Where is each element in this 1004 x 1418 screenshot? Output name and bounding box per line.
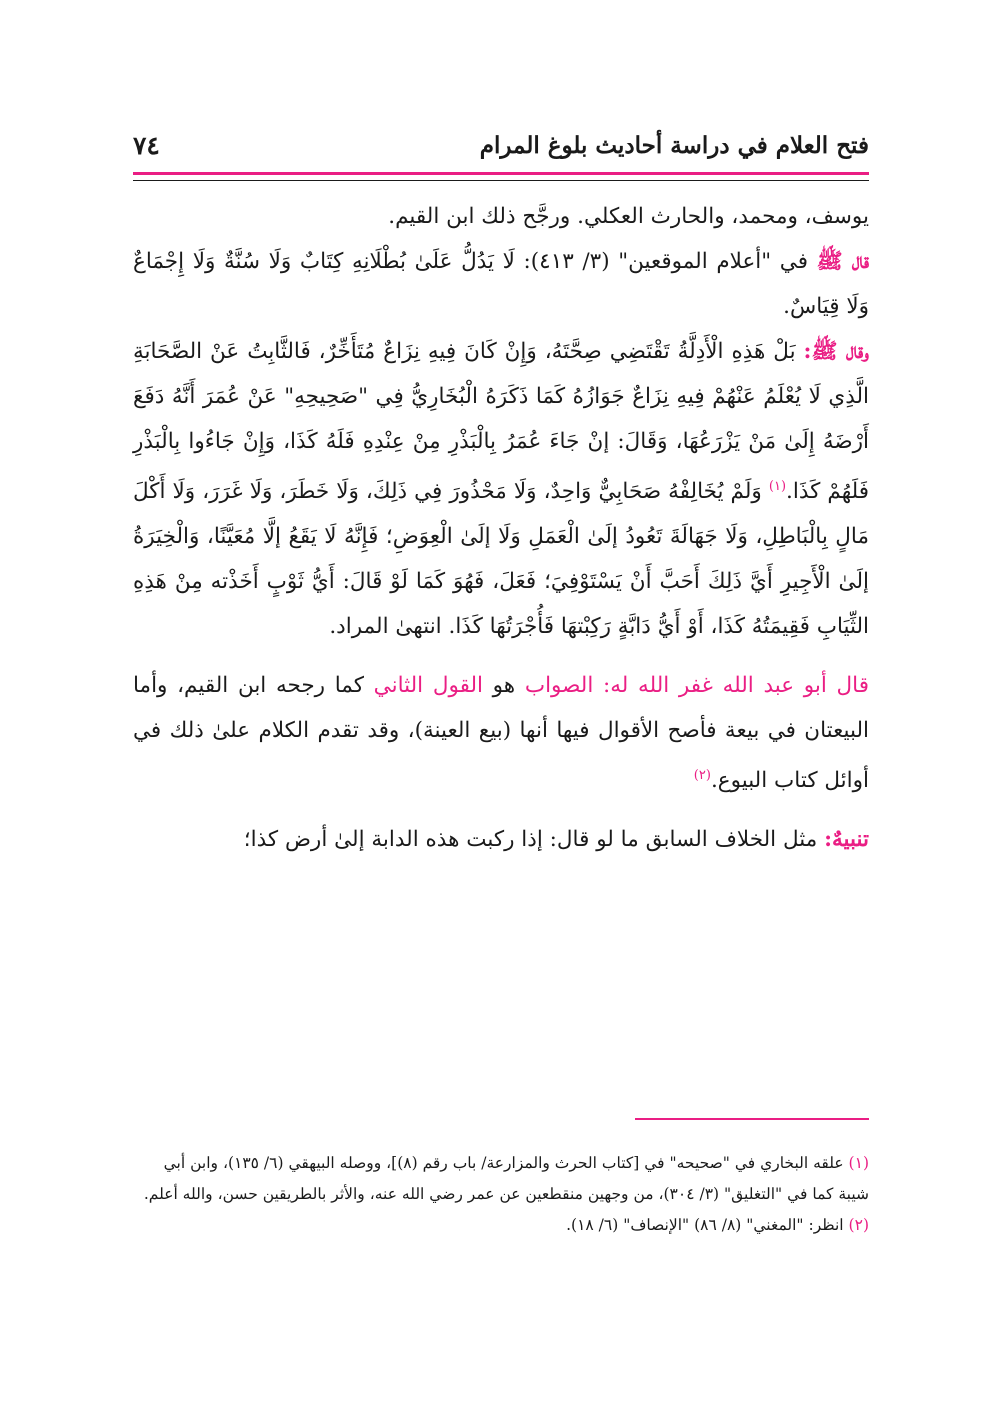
main-text — [133, 194, 869, 862]
paragraph-4 — [133, 663, 869, 803]
correct-view-label: الصواب — [524, 673, 594, 699]
paragraph-2 — [133, 239, 869, 329]
paragraph-3-text-b: وَلَمْ يُخَالِفْهُ صَحَابِيٌّ وَاحِدٌ، وَلَا مَحْذُورَ فِي ذَلِكَ، وَلَا خَطَرَ، وَلَا غَرَرَ، وَلَا أَكْلَ مَالٍ بِالْبَاطِلِ، وَلَا جَهَالَةَ تَعُودُ إلَىٰ الْعَمَلِ وَلَا إلَىٰ الْعِوَضِ؛ فَإِنَّهُ لَا يَقَعُ إلَّا مُعَيَّنًا، وَالْخِيَرَةُ إلَىٰ الْأَجِيرِ أَيَّ ذَلِكَ أَحَبَّ أَنْ يَسْتَوْفِيَ؛ فَعَلَ، فَهُوَ كَمَا لَوْ قَالَ: أَيُّ ثَوْبٍ أَخَذْته مِنْ هَذِهِ الثِّيَابِ فَقِيمَتُهُ كَذَا، أَوْ أَيُّ دَابَّةٍ رَكِبْتهَا فَأُجْرَتُهَا كَذَا. انتهىٰ المراد. — [133, 479, 869, 640]
paragraph-5 — [133, 817, 869, 862]
paragraph-2-text: في "أعلام الموقعين" (٣/ ٤١٣): لَا يَدُلُّ عَلَىٰ بُطْلَانِهِ كِتَابٌ وَلَا سُنَّةٌ وَلَا إِجْمَاعٌ وَلَا قِيَاسٌ. — [133, 249, 869, 319]
footnotes — [133, 1148, 869, 1241]
footnote-1-text: علقه البخاري في "صحيحه" في [كتاب الحرث والمزارعة/ باب رقم (٨)]، ووصله البيهقي (٦/ ١٣٥)، وابن أبي شيبة كما في "التغليق" (٣/ ٣٠٤)، من وجهين منقطعين عن عمر رضي الله عنه، والأثر بالطريقين حسن، والله أعلم. — [143, 1154, 869, 1203]
footnote-1-number: (١) — [848, 1154, 869, 1172]
notice-label: تنبيهٌ: — [824, 827, 869, 853]
paragraph-2-lead: قال ﷺ — [816, 249, 869, 274]
second-opinion-label: القول الثاني — [373, 673, 483, 699]
footnote-2 — [133, 1210, 869, 1241]
paragraph-5-text: مثل الخلاف السابق ما لو قال: إذا ركبت هذه الدابة إلىٰ أرض كذا؛ — [243, 827, 818, 853]
author-note-lead: قال أبو عبد الله غفر الله له: — [603, 673, 869, 699]
footnote-ref-2[interactable]: (٢) — [693, 768, 711, 784]
footnote-ref-1[interactable]: (١) — [768, 479, 787, 494]
paragraph-4-mid: هو — [492, 673, 516, 699]
header-rule-thick — [133, 172, 869, 175]
footnote-2-number: (٢) — [848, 1216, 869, 1234]
footnote-1 — [133, 1148, 869, 1210]
footnote-divider — [635, 1118, 869, 1120]
paragraph-4-text: كما رجحه ابن القيم، وأما البيعتان في بيعة فأصح الأقوال فيها أنها (بيع العينة)، وقد تقدم الكلام علىٰ ذلك في أوائل كتاب البيوع. — [133, 673, 869, 794]
running-header — [133, 128, 869, 168]
page-number: ٧٤ — [133, 131, 160, 160]
header-rule-thin — [133, 180, 869, 181]
book-title: فتح العلام في دراسة أحاديث بلوغ المرام — [479, 132, 869, 159]
paragraph-3 — [133, 329, 869, 649]
footnote-2-text: انظر: "المغني" (٨/ ٨٦) "الإنصاف" (٦/ ١٨). — [566, 1216, 844, 1234]
paragraph-1: يوسف، ومحمد، والحارث العكلي. ورجَّح ذلك ابن القيم. — [388, 204, 869, 229]
paragraph-3-text-a: بَلْ هَذِهِ الْأَدِلَّةُ تَقْتَضِي صِحَّتَهُ، وَإِنْ كَانَ فِيهِ نِزَاعٌ مُتَأَخِّرٌ، فَالثَّابِتُ عَنْ الصَّحَابَةِ الَّذِي لَا يُعْلَمُ عَنْهُمْ فِيهِ نِزَاعٌ جَوَازُهُ كَمَا ذَكَرَهُ الْبُخَارِيُّ فِي "صَحِيحِهِ" عَنْ عُمَرَ أَنَّهُ دَفَعَ أَرْضَهُ إِلَىٰ مَنْ يَزْرَعُهَا، وَقَالَ: إنْ جَاءَ عُمَرُ بِالْبَذْرِ مِنْ عِنْدِهِ فَلَهُ كَذَا، وَإِنْ جَاءُوا بِالْبَذْرِ فَلَهُمْ كَذَا. — [133, 339, 870, 505]
paragraph-3-lead: وقال ﷺ: — [803, 339, 869, 364]
